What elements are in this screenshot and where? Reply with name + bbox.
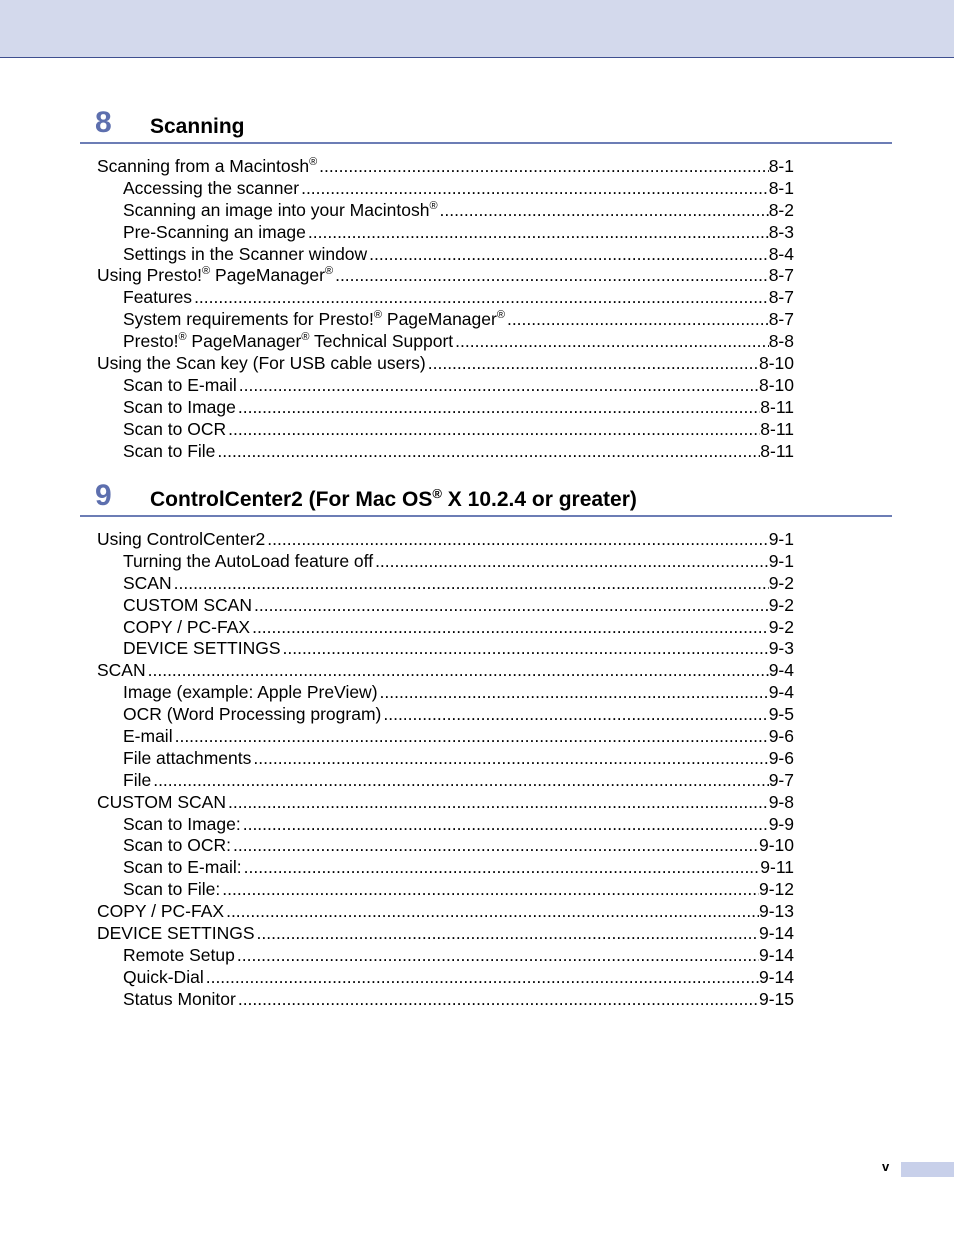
- toc-entry-label: Turning the AutoLoad feature off: [123, 550, 374, 571]
- chapter-8-section: [80, 106, 892, 144]
- toc-entry-label: Scan to OCR: [123, 418, 227, 439]
- toc-entry-page: 9-7: [768, 769, 794, 790]
- toc-entry-page: 9-14: [758, 966, 794, 987]
- toc-entry-label: System requirements for Presto!® PageManager®: [123, 309, 505, 330]
- toc-list-chapter-8: [97, 156, 794, 462]
- toc-dot-leader: [373, 551, 769, 573]
- toc-entry-label: Scan to E-mail: [123, 374, 237, 395]
- chapter-title: Scanning: [150, 115, 245, 138]
- chapter-number: 8: [95, 106, 112, 139]
- registered-mark: ®: [309, 156, 318, 168]
- toc-dot-leader: [426, 353, 759, 375]
- registered-mark: ®: [432, 486, 442, 501]
- chapter-title: ControlCenter2 (For Mac OS® X 10.2.4 or greater): [150, 486, 637, 511]
- toc-entry-label: Pre-Scanning an image: [123, 221, 306, 242]
- toc-dot-leader: [226, 792, 769, 814]
- toc-entry[interactable]: [97, 573, 794, 595]
- toc-entry[interactable]: [97, 353, 794, 375]
- toc-dot-leader: [220, 879, 759, 901]
- toc-entry[interactable]: [97, 441, 794, 463]
- toc-entry-page: 9-14: [758, 944, 794, 965]
- toc-entry[interactable]: [97, 770, 794, 792]
- toc-entry[interactable]: [97, 551, 794, 573]
- toc-entry-page: 9-2: [768, 572, 794, 593]
- toc-entry-label: SCAN: [97, 660, 146, 681]
- toc-entry-label: OCR (Word Processing program): [123, 704, 382, 725]
- toc-entry-label: Accessing the scanner: [123, 177, 300, 198]
- toc-entry[interactable]: [97, 222, 794, 244]
- toc-entry[interactable]: [97, 857, 794, 879]
- toc-entry-page: 9-3: [768, 638, 794, 659]
- toc-entry-page: 8-1: [768, 156, 794, 176]
- toc-entry-page: 9-8: [768, 791, 794, 812]
- toc-entry-label: COPY / PC-FAX: [97, 901, 225, 922]
- toc-entry-page: 9-1: [768, 529, 794, 549]
- toc-entry[interactable]: [97, 397, 794, 419]
- toc-entry[interactable]: [97, 595, 794, 617]
- toc-entry-label: Scan to E-mail:: [123, 857, 242, 878]
- registered-mark: ®: [178, 331, 187, 344]
- registered-mark: ®: [202, 265, 211, 278]
- chapter-number: 9: [95, 479, 112, 512]
- toc-entry-label: Features: [123, 287, 193, 308]
- toc-dot-leader: [204, 967, 759, 989]
- toc-dot-leader: [505, 309, 769, 331]
- toc-entry-label: Scanning an image into your Macintosh®: [123, 199, 438, 220]
- registered-mark: ®: [496, 309, 505, 322]
- toc-dot-leader: [237, 375, 759, 397]
- toc-entry-page: 9-6: [768, 726, 794, 747]
- toc-entry-page: 8-1: [768, 177, 794, 198]
- toc-entry-page: 8-7: [768, 309, 794, 330]
- toc-entry-page: 9-13: [758, 901, 794, 922]
- toc-entry-page: 9-1: [768, 550, 794, 571]
- toc-entry-label: CUSTOM SCAN: [123, 594, 252, 615]
- toc-entry-label: Scanning from a Macintosh®: [97, 156, 318, 176]
- toc-entry-page: 8-8: [768, 331, 794, 352]
- registered-mark: ®: [301, 331, 310, 344]
- toc-dot-leader: [235, 945, 759, 967]
- toc-entry-page: 8-10: [758, 374, 794, 395]
- toc-dot-leader: [381, 704, 768, 726]
- toc-entry-page: 9-4: [768, 660, 794, 681]
- toc-entry[interactable]: [97, 901, 794, 923]
- toc-dot-leader: [224, 901, 759, 923]
- toc-entry-page: 8-7: [768, 265, 794, 286]
- toc-entry-label: Settings in the Scanner window: [123, 243, 368, 264]
- toc-entry-page: 9-2: [768, 616, 794, 637]
- toc-entry-label: COPY / PC-FAX: [123, 616, 251, 637]
- toc-dot-leader: [236, 989, 759, 1011]
- toc-entry[interactable]: [97, 660, 794, 682]
- toc-entry-page: 9-14: [758, 923, 794, 944]
- toc-entry[interactable]: [97, 375, 794, 397]
- toc-dot-leader: [172, 573, 769, 595]
- toc-entry-page: 9-15: [758, 988, 794, 1009]
- toc-entry[interactable]: [97, 529, 794, 551]
- chapter-9-section: [80, 479, 892, 517]
- toc-entry[interactable]: [97, 945, 794, 967]
- footer-tab-bar: [901, 1162, 954, 1177]
- toc-entry-page: 9-9: [768, 813, 794, 834]
- page-number: v: [882, 1159, 890, 1174]
- toc-entry[interactable]: [97, 967, 794, 989]
- toc-entry[interactable]: [97, 419, 794, 441]
- toc-dot-leader: [215, 441, 760, 463]
- toc-entry-page: 9-6: [768, 747, 794, 768]
- toc-entry-label: Scan to Image:: [123, 813, 241, 834]
- toc-dot-leader: [299, 178, 769, 200]
- toc-dot-leader: [255, 923, 759, 945]
- toc-entry[interactable]: [97, 178, 794, 200]
- toc-list-chapter-9: [97, 529, 794, 1011]
- toc-entry[interactable]: [97, 309, 794, 331]
- toc-dot-leader: [265, 529, 768, 551]
- toc-dot-leader: [252, 595, 769, 617]
- toc-dot-leader: [151, 770, 769, 792]
- toc-entry-label: Using the Scan key (For USB cable users): [97, 353, 426, 374]
- registered-mark: ®: [324, 265, 334, 278]
- toc-entry-label: SCAN: [123, 572, 172, 593]
- toc-entry[interactable]: [97, 989, 794, 1011]
- toc-entry-page: 8-10: [758, 353, 794, 374]
- toc-entry[interactable]: [97, 617, 794, 639]
- toc-entry-label: Scan to Image: [123, 396, 236, 417]
- toc-entry[interactable]: [97, 156, 794, 178]
- toc-entry-label: Remote Setup: [123, 944, 235, 965]
- chapter-heading: [80, 106, 892, 144]
- toc-entry-page: 9-12: [758, 879, 794, 900]
- toc-entry[interactable]: [97, 923, 794, 945]
- toc-entry[interactable]: [97, 287, 794, 309]
- toc-entry[interactable]: [97, 265, 794, 287]
- toc-entry-page: 9-2: [768, 594, 794, 615]
- toc-entry-page: 8-11: [760, 396, 794, 417]
- toc-entry-label: Scan to OCR:: [123, 835, 231, 856]
- toc-dot-leader: [226, 419, 760, 441]
- toc-dot-leader: [146, 660, 769, 682]
- toc-dot-leader: [250, 617, 769, 639]
- toc-entry-page: 9-11: [760, 857, 794, 878]
- toc-entry-page: 9-5: [768, 704, 794, 725]
- toc-entry-label: DEVICE SETTINGS: [123, 638, 281, 659]
- toc-entry-label: Image (example: Apple PreView): [123, 682, 378, 703]
- toc-entry-label: Using ControlCenter2: [97, 529, 266, 549]
- toc-entry[interactable]: [97, 331, 794, 353]
- toc-entry[interactable]: [97, 879, 794, 901]
- toc-entry-page: 8-4: [768, 243, 794, 264]
- toc-entry[interactable]: [97, 726, 794, 748]
- registered-mark: ®: [373, 309, 383, 322]
- toc-entry[interactable]: [97, 638, 794, 660]
- toc-dot-leader: [281, 638, 769, 660]
- toc-entry-page: 8-2: [768, 199, 794, 220]
- toc-entry-label: DEVICE SETTINGS: [97, 923, 255, 944]
- toc-entry[interactable]: [97, 748, 794, 770]
- header-band: [0, 0, 954, 58]
- toc-dot-leader: [333, 265, 769, 287]
- toc-entry-label: Status Monitor: [123, 988, 236, 1009]
- toc-dot-leader: [231, 835, 759, 857]
- toc-dot-leader: [367, 244, 769, 266]
- toc-entry-label: Quick-Dial: [123, 966, 204, 987]
- toc-entry-page: 8-7: [768, 287, 794, 308]
- toc-entry-page: 9-10: [758, 835, 794, 856]
- toc-entry[interactable]: [97, 792, 794, 814]
- toc-dot-leader: [453, 331, 769, 353]
- toc-entry-label: Scan to File: [123, 440, 216, 461]
- toc-entry-page: 8-11: [760, 418, 794, 439]
- toc-entry[interactable]: [97, 200, 794, 222]
- toc-entry-label: Scan to File:: [123, 879, 221, 900]
- toc-dot-leader: [242, 857, 761, 879]
- toc-dot-leader: [251, 748, 768, 770]
- toc-entry-page: 8-11: [760, 440, 794, 461]
- toc-dot-leader: [236, 397, 760, 419]
- chapter-heading: [80, 479, 892, 517]
- toc-entry-label: Presto!® PageManager® Technical Support: [123, 331, 454, 352]
- toc-dot-leader: [317, 156, 769, 178]
- toc-entry-page: 9-4: [768, 682, 794, 703]
- toc-entry-page: 8-3: [768, 221, 794, 242]
- toc-dot-leader: [438, 200, 769, 222]
- toc-dot-leader: [241, 814, 769, 836]
- toc-entry[interactable]: [97, 814, 794, 836]
- toc-entry-label: CUSTOM SCAN: [97, 791, 226, 812]
- toc-entry[interactable]: [97, 835, 794, 857]
- toc-entry-label: File attachments: [123, 747, 252, 768]
- registered-mark: ®: [429, 199, 438, 212]
- toc-dot-leader: [378, 682, 769, 704]
- toc-entry-label: File: [123, 769, 152, 790]
- toc-dot-leader: [306, 222, 769, 244]
- toc-entry-label: E-mail: [123, 726, 173, 747]
- toc-entry-label: Using Presto!® PageManager®: [97, 265, 334, 286]
- toc-dot-leader: [192, 287, 769, 309]
- toc-entry[interactable]: [97, 704, 794, 726]
- toc-entry[interactable]: [97, 682, 794, 704]
- toc-dot-leader: [173, 726, 769, 748]
- toc-entry[interactable]: [97, 244, 794, 266]
